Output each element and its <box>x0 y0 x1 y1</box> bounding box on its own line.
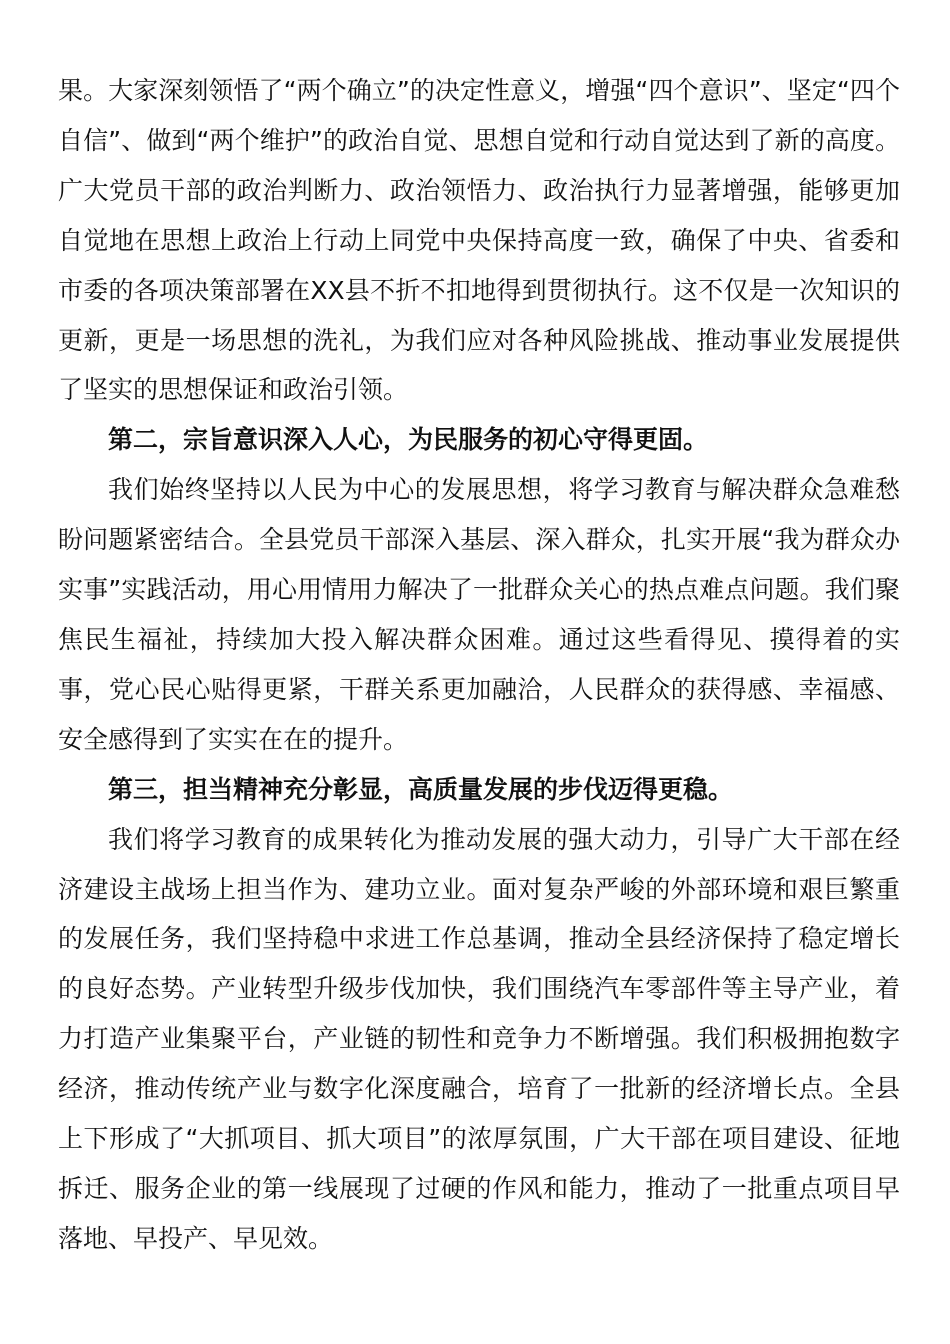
section-heading-second: 第二，宗旨意识深入人心，为民服务的初心守得更固。 <box>108 425 709 455</box>
document-page <box>58 66 900 1264</box>
section-heading-third: 第三，担当精神充分彰显，高质量发展的步伐迈得更稳。 <box>108 774 734 804</box>
body-paragraph-second: 我们始终坚持以人民为中心的发展思想，将学习教育与解决群众急难愁盼问题紧密结合。全县党员干部深入基层、深入群众，扎实开展“我为群众办实事”实践活动，用心用情用力解决了一批群众关心的热点难点问题。我们聚焦民生福祉，持续加大投入解决群众困难。通过这些看得见、摸得着的实事，党心民心贴得更紧，干群关系更加融洽，人民群众的获得感、幸福感、安全感得到了实实在在的提升。 <box>58 475 900 754</box>
body-paragraph-continued: 果。大家深刻领悟了“两个确立”的决定性意义，增强“四个意识”、坚定“四个自信”、做到“两个维护”的政治自觉、思想自觉和行动自觉达到了新的高度。广大党员干部的政治判断力、政治领悟力、政治执行力显著增强，能够更加自觉地在思想上政治上行动上同党中央保持高度一致，确保了中央、省委和市委的各项决策部署在XX县不折不扣地得到贯彻执行。这不仅是一次知识的更新，更是一场思想的洗礼，为我们应对各种风险挑战、推动事业发展提供了坚实的思想保证和政治引领。 <box>58 76 900 405</box>
body-paragraph-third: 我们将学习教育的成果转化为推动发展的强大动力，引导广大干部在经济建设主战场上担当作为、建功立业。面对复杂严峻的外部环境和艰巨繁重的发展任务，我们坚持稳中求进工作总基调，推动全县经济保持了稳定增长的良好态势。产业转型升级步伐加快，我们围绕汽车零部件等主导产业，着力打造产业集聚平台，产业链的韧性和竞争力不断增强。我们积极拥抱数字经济，推动传统产业与数字化深度融合，培育了一批新的经济增长点。全县上下形成了“大抓项目、抓大项目”的浓厚氛围，广大干部在项目建设、征地拆迁、服务企业的第一线展现了过硬的作风和能力，推动了一批重点项目早落地、早投产、早见效。 <box>58 824 900 1253</box>
